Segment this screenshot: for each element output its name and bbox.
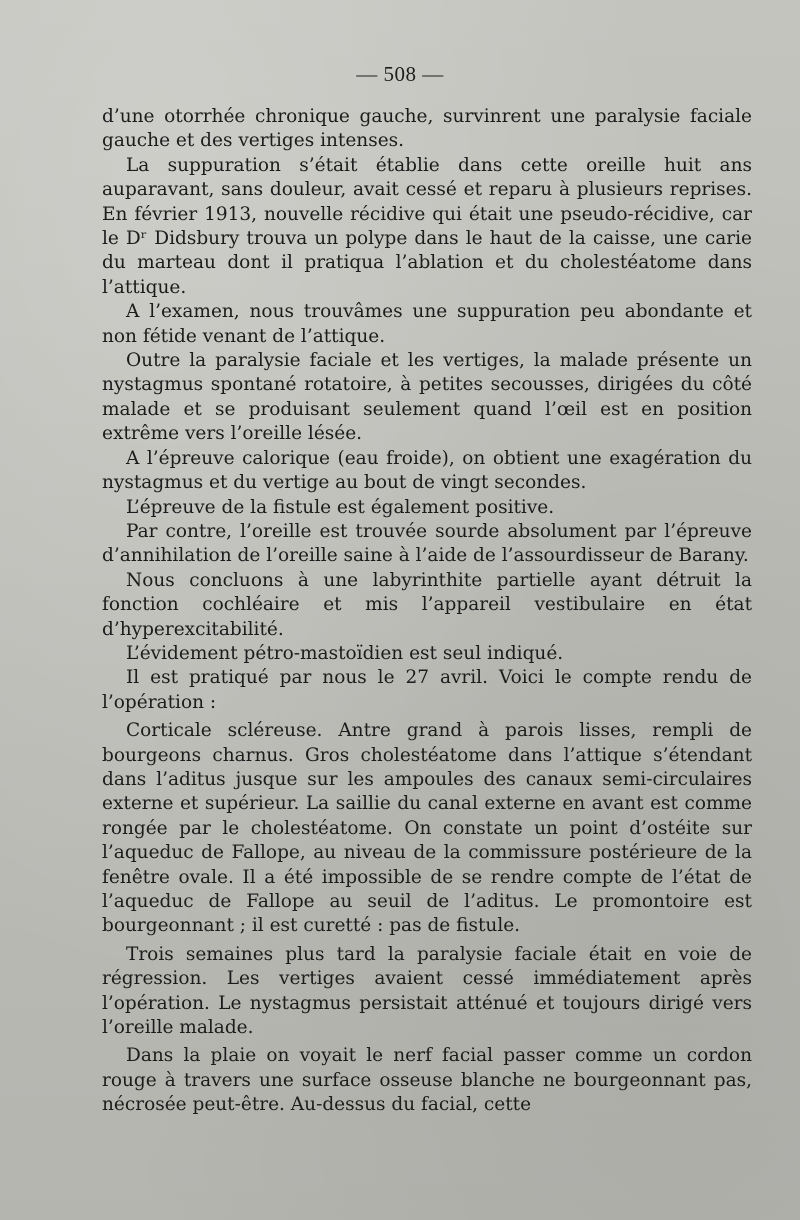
paragraph-5: A l’épreuve calorique (eau froide), on obtient une exagération du nystagmus et du vertige au bout de vingt secondes. [102, 447, 752, 494]
paragraph-12: Trois semaines plus tard la paralysie faciale était en voie de régression. Les vertiges avaient cessé immédiatement après l’opération. Le nystagmus persistait atténué et toujours dirigé vers l’oreille malade. [102, 943, 752, 1039]
body-text [102, 105, 752, 1118]
paragraph-7: Par contre, l’oreille est trouvée sourde absolument par l’épreuve d’annihilation de l’oreille saine à l’aide de l’assourdisseur de Barany. [102, 520, 752, 567]
page-number: — 508 — [356, 62, 444, 86]
paragraph-9: L’évidement pétro-mastoïdien est seul indiqué. [126, 642, 564, 664]
paragraph-11: Corticale scléreuse. Antre grand à parois lisses, rempli de bourgeons charnus. Gros cholestéatome dans l’attique s’étendant dans l’aditus jusque sur les ampoules des canaux semi-circulaires externe et supérieur. La saillie du canal externe en avant est comme rongée par le cholestéatome. On constate un point d’ostéite sur l’aqueduc de Fallope, au niveau de la commissure postérieure de la fenêtre ovale. Il a été impossible de se rendre compte de l’état de l’aqueduc de Fallope au seuil de l’aditus. Le promontoire est bourgeonnant ; il est curetté : pas de fistule. [102, 720, 752, 937]
paragraph-4: Outre la paralysie faciale et les vertiges, la malade présente un nystagmus spontané rotatoire, à petites secousses, dirigées du côté malade et se produisant seulement quand l’œil est en position extrême vers l’oreille lésée. [102, 350, 752, 445]
paragraph-3: A l’examen, nous trouvâmes une suppuration peu abondante et non fétide venant de l’attique. [102, 301, 752, 347]
paragraph-2: La suppuration s’était établie dans cette oreille huit ans auparavant, sans douleur, avait cessé et reparu à plusieurs reprises. En février 1913, nouvelle récidive qui était une pseudo-récidive, car le Dʳ Didsbury trouva un polype dans le haut de la caisse, une carie du marteau dont il pratiqua l’ablation et du cholestéatome dans l’attique. [102, 154, 752, 298]
paragraph-8: Nous concluons à une labyrinthite partielle ayant détruit la fonction cochléaire et mis l’appareil vestibulaire en état d’hyperexcitabilité. [102, 569, 752, 640]
paragraph-6: L’épreuve de la fistule est également positive. [126, 496, 555, 518]
paragraph-1: d’une otorrhée chronique gauche, survinrent une paralysie faciale gauche et des vertiges intenses. [102, 106, 752, 152]
paragraph-10: Il est pratiqué par nous le 27 avril. Voici le compte rendu de l’opération : [102, 667, 752, 713]
paragraph-13: Dans la plaie on voyait le nerf facial passer comme un cordon rouge à travers une surface osseuse blanche ne bourgeonnant pas, nécrosée peut-être. Au-dessus du facial, cette [102, 1045, 752, 1116]
